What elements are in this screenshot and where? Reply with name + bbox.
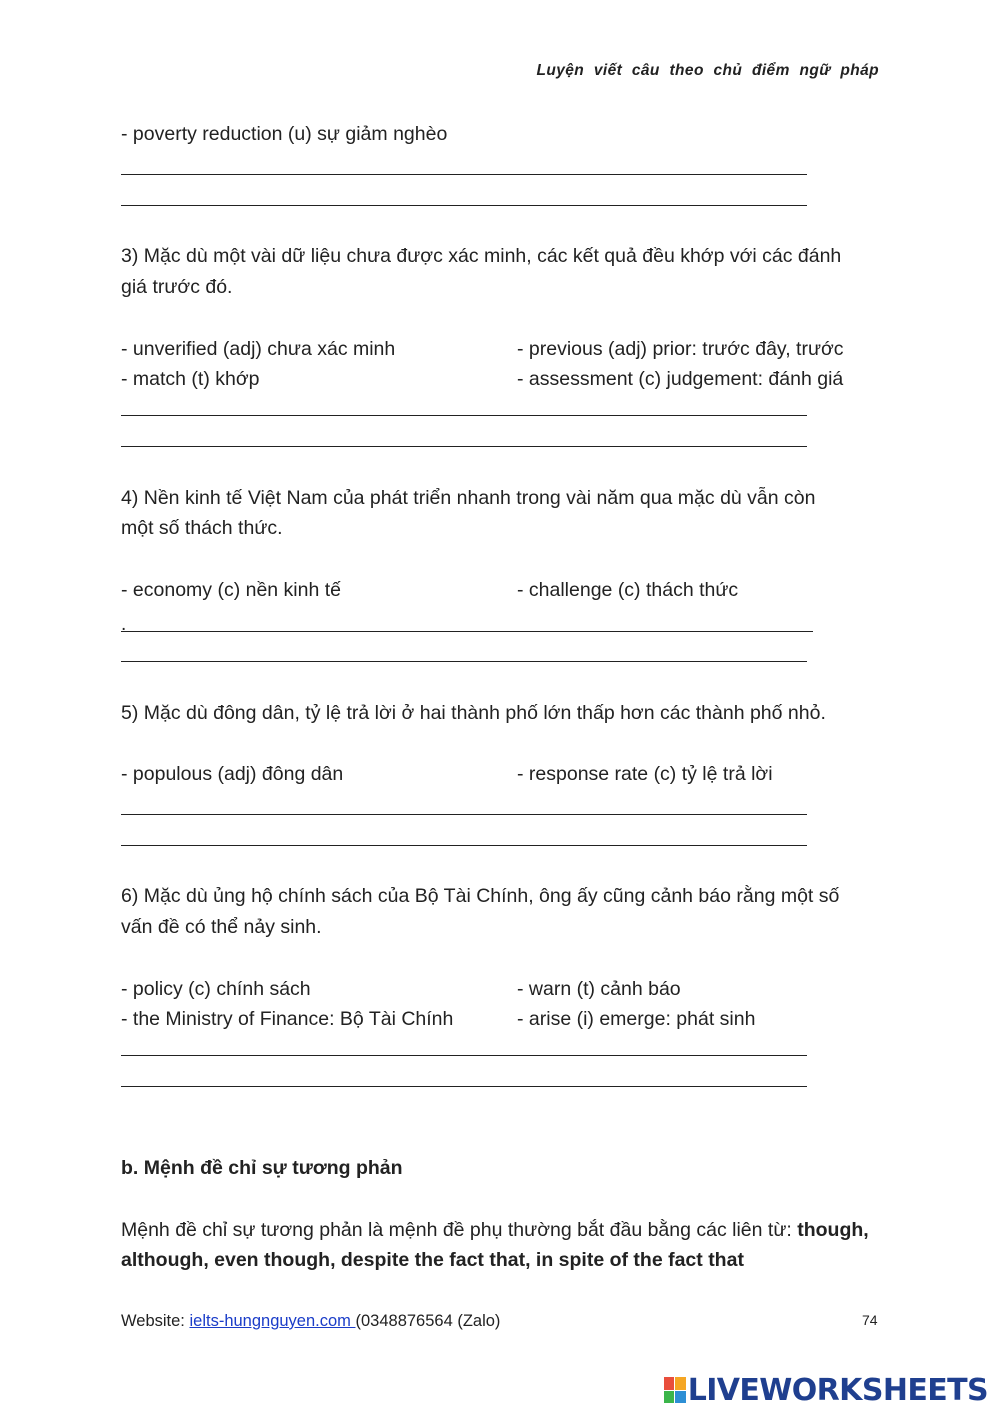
section-b-intro-line-1	[121, 1219, 869, 1242]
section-b-intro-text: Mệnh đề chỉ sự tương phản là mệnh đề phụ thường bắt đầu bằng các liên từ:	[121, 1219, 798, 1241]
logo-block	[664, 1377, 675, 1390]
vocab-item: - policy (c) chính sách	[121, 978, 311, 1000]
answer-line	[121, 661, 807, 662]
page-number: 74	[862, 1312, 878, 1328]
answer-line	[121, 845, 807, 846]
vocab-item: - previous (adj) prior: trước đây, trước	[517, 338, 844, 360]
vocab-item: - the Ministry of Finance: Bộ Tài Chính	[121, 1008, 454, 1030]
liveworksheets-logo	[664, 1372, 988, 1408]
vocab-poverty-reduction: - poverty reduction (u) sự giảm nghèo	[121, 123, 448, 145]
answer-line	[121, 205, 807, 206]
website-link[interactable]: ielts-hungnguyen.com	[189, 1312, 356, 1330]
answer-line	[121, 631, 813, 632]
vocab-item: - economy (c) nền kinh tế	[121, 579, 342, 601]
answer-line	[121, 415, 807, 416]
vocab-item: - assessment (c) judgement: đánh giá	[517, 368, 844, 390]
vocab-item: - warn (t) cảnh báo	[517, 978, 681, 1000]
question-4-line-2: một số thách thức.	[121, 517, 283, 539]
answer-line	[121, 1055, 807, 1056]
footer-contact: (0348876564 (Zalo)	[355, 1312, 501, 1330]
logo-block	[664, 1391, 675, 1404]
liveworksheets-icon	[664, 1377, 686, 1403]
question-6-line-1: 6) Mặc dù ủng hộ chính sách của Bộ Tài Chính, ông ấy cũng cảnh báo rằng một số	[121, 885, 840, 907]
answer-line	[121, 446, 807, 447]
page-header-title: Luyện viết câu theo chủ điểm ngữ pháp	[536, 62, 879, 79]
section-b-conjunctions: though,	[797, 1219, 869, 1241]
answer-line	[121, 174, 807, 175]
vocab-item: - populous (adj) đông dân	[121, 763, 344, 785]
question-5-line-1: 5) Mặc dù đông dân, tỷ lệ trả lời ở hai thành phố lớn thấp hơn các thành phố nhỏ.	[121, 702, 826, 724]
question-3-line-2: giá trước đó.	[121, 276, 233, 298]
logo-block	[675, 1377, 686, 1390]
answer-line-dot: .	[121, 614, 127, 635]
vocab-item: - match (t) khớp	[121, 368, 260, 390]
answer-line	[121, 1086, 807, 1087]
logo-block	[675, 1391, 686, 1404]
vocab-item: - challenge (c) thách thức	[517, 579, 739, 601]
question-6-line-2: vấn đề có thể nảy sinh.	[121, 916, 322, 938]
liveworksheets-wordmark: LIVEWORKSHEETS	[687, 1372, 988, 1408]
vocab-item: - response rate (c) tỷ lệ trả lời	[517, 763, 773, 785]
footer-label: Website:	[121, 1312, 190, 1330]
answer-line	[121, 814, 807, 815]
question-3-line-1: 3) Mặc dù một vài dữ liệu chưa được xác minh, các kết quả đều khớp với các đánh	[121, 245, 842, 267]
question-4-line-1: 4) Nền kinh tế Việt Nam của phát triển nhanh trong vài năm qua mặc dù vẫn còn	[121, 487, 816, 509]
vocab-item: - unverified (adj) chưa xác minh	[121, 338, 396, 360]
page-footer	[121, 1312, 500, 1331]
vocab-item: - arise (i) emerge: phát sinh	[517, 1008, 756, 1030]
section-b-conjunctions-line-2: although, even though, despite the fact that, in spite of the fact that	[121, 1249, 744, 1271]
section-b-heading: b. Mệnh đề chỉ sự tương phản	[121, 1157, 403, 1179]
